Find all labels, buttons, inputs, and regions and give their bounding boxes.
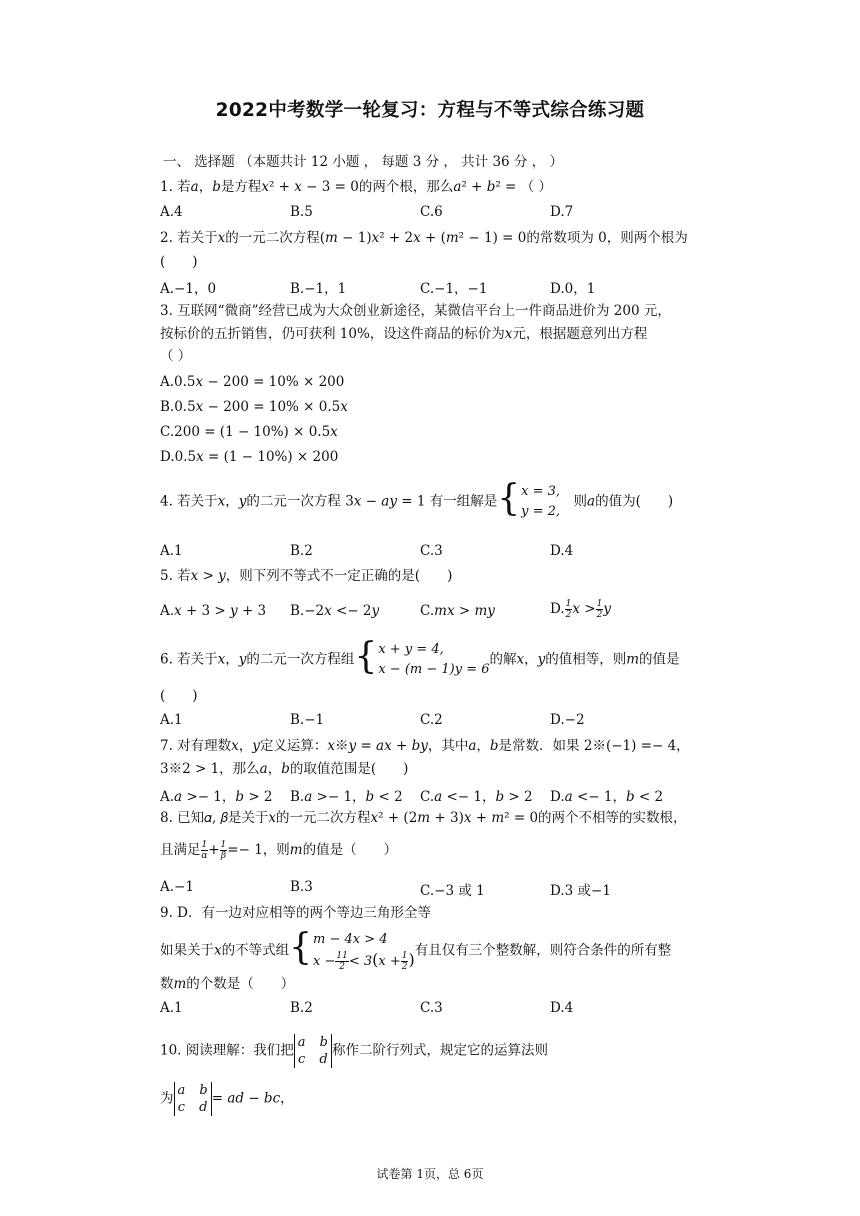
system-row-1: 𝑚 − 4𝑥 > 4 bbox=[313, 932, 388, 947]
option-d: D.𝑎 <− 1，𝑏 < 2 bbox=[550, 789, 664, 805]
question-1-options bbox=[160, 204, 720, 222]
numerator: 1 bbox=[401, 951, 408, 961]
option-d-mid: 𝑥 > bbox=[572, 601, 596, 617]
denominator: 2 bbox=[339, 962, 345, 972]
option-c: C.6 bbox=[420, 204, 443, 220]
brace-glyph: { bbox=[497, 478, 521, 519]
question-10-text: 10. 阅读理解：我们把 bbox=[160, 1042, 294, 1059]
fraction-11-2 bbox=[335, 951, 348, 972]
option-d: D.0，1 bbox=[550, 281, 596, 297]
question-4-tail: 则𝑎的值为( ) bbox=[560, 493, 674, 510]
option-b: B.2 bbox=[290, 1000, 313, 1016]
option-a: A.1 bbox=[160, 1000, 183, 1016]
denominator: 2 bbox=[565, 610, 572, 620]
numerator: 1 bbox=[596, 599, 603, 609]
numerator: 11 bbox=[336, 951, 348, 961]
question-8-text: 且满足 bbox=[160, 842, 201, 858]
option-b: B.𝑎 >− 1，𝑏 < 2 bbox=[290, 789, 403, 805]
option-d bbox=[550, 599, 611, 620]
cell-c: 𝑐 bbox=[298, 1052, 306, 1067]
paren-open-glyph: ( bbox=[372, 950, 379, 969]
option-c: C.3 bbox=[420, 543, 443, 559]
question-3-line-3: （ ） bbox=[160, 348, 192, 364]
denominator: 2 bbox=[401, 962, 408, 972]
question-3-option-a: A.0.5𝑥 − 200 = 10% × 200 bbox=[160, 374, 345, 390]
question-3-option-c: C.200 = (1 − 10%) × 0.5𝑥 bbox=[160, 424, 338, 440]
row-2-right: 𝑥 + bbox=[378, 954, 401, 969]
determinant bbox=[294, 1034, 332, 1068]
option-c: C.2 bbox=[420, 712, 443, 728]
page-footer: 试卷第 1页，总 6页 bbox=[376, 1167, 484, 1181]
option-a: A.𝑎 >− 1，𝑏 > 2 bbox=[160, 789, 273, 805]
cell-c: 𝑐 bbox=[177, 1100, 186, 1115]
system-row-2 bbox=[313, 950, 415, 972]
equation-system bbox=[521, 482, 560, 522]
numerator: 1 bbox=[220, 840, 227, 850]
question-4-options bbox=[160, 543, 720, 561]
option-c: C.−3 或 1 bbox=[420, 883, 485, 899]
equation-system bbox=[378, 640, 489, 680]
row-2-left: 𝑥 − bbox=[313, 954, 336, 969]
inequality-system bbox=[313, 930, 415, 972]
option-b: B.5 bbox=[290, 204, 313, 220]
question-9-line-0: 9. D．有一边对应相等的两个等边三角形全等 bbox=[160, 905, 431, 921]
question-8-line-1: 8. 已知𝛼, 𝛽是关于𝑥的一元二次方程𝑥² + (2𝑚 + 3)𝑥 + 𝑚² = 0的两个不相等的实数根， bbox=[160, 810, 687, 826]
question-4 bbox=[160, 478, 674, 522]
question-7-options bbox=[160, 785, 720, 803]
option-d: D.−2 bbox=[550, 712, 585, 728]
cell-a: 𝑎 bbox=[177, 1083, 186, 1098]
numerator: 1 bbox=[565, 599, 572, 609]
option-a: A.4 bbox=[160, 204, 183, 220]
question-9-tail: 有且仅有三个整数解，则符合条件的所有整 bbox=[414, 942, 672, 959]
question-10-line-1 bbox=[160, 1034, 548, 1068]
system-row-1: 𝑥 = 3, bbox=[521, 484, 561, 499]
question-9-line-2: 数𝑚的个数是（ ） bbox=[160, 976, 295, 992]
question-9-line-1 bbox=[160, 927, 672, 972]
question-6-options bbox=[160, 712, 720, 730]
system-row-2: 𝑥 − (𝑚 − 1)𝑦 = 6 bbox=[378, 662, 490, 677]
brace-glyph: { bbox=[354, 636, 378, 677]
page-title: 2022中考数学一轮复习：方程与不等式综合练习题 bbox=[215, 100, 645, 121]
cell-b: 𝑏 bbox=[199, 1083, 208, 1098]
option-c: C.−1，−1 bbox=[420, 281, 488, 297]
line-2-prefix: 为 bbox=[160, 1090, 174, 1107]
option-a: A.1 bbox=[160, 712, 183, 728]
numerator: 1 bbox=[201, 840, 208, 850]
question-9-options bbox=[160, 1000, 720, 1018]
system-row-2: 𝑦 = 2, bbox=[521, 504, 561, 519]
question-2-line-1: 2. 若关于𝑥的一元二次方程(𝑚 − 1)𝑥² + 2𝑥 + (𝑚² − 1) = 0的常数项为 0，则两个根为 bbox=[160, 230, 688, 246]
question-10-line-2 bbox=[160, 1082, 294, 1116]
option-d: D.4 bbox=[550, 543, 574, 559]
question-6 bbox=[160, 636, 680, 680]
question-6-tail: 的解𝑥，𝑦的值相等，则𝑚的值是 bbox=[489, 651, 680, 668]
option-b: B.−2𝑥 <− 2𝑦 bbox=[290, 603, 380, 619]
question-8-tail: =− 1，则𝑚的值是（ ） bbox=[227, 842, 398, 858]
plus-sign: + bbox=[208, 842, 220, 858]
question-5-options bbox=[160, 599, 720, 621]
brace-glyph: { bbox=[289, 927, 313, 968]
line-2-formula: = 𝑎𝑑 − 𝑏𝑐， bbox=[211, 1090, 294, 1107]
option-a: A.−1 bbox=[160, 879, 194, 895]
question-8-options bbox=[160, 879, 720, 897]
question-5: 5. 若𝑥 > 𝑦，则下列不等式不一定正确的是( ) bbox=[160, 568, 453, 584]
paren-close-glyph: ) bbox=[408, 950, 415, 969]
option-c: C.𝑎 <− 1，𝑏 > 2 bbox=[420, 789, 533, 805]
question-3-option-d: D.0.5𝑥 = (1 − 10%) × 200 bbox=[160, 449, 339, 465]
option-b: B.−1，1 bbox=[290, 281, 347, 297]
denominator: 2 bbox=[596, 610, 603, 620]
option-b: B.2 bbox=[290, 543, 313, 559]
question-4-text: 4. 若关于𝑥，𝑦的二元一次方程 3𝑥 − 𝑎𝑦 = 1 有一组解是 bbox=[160, 493, 498, 510]
cell-b: 𝑏 bbox=[319, 1035, 328, 1050]
question-3-option-b: B.0.5𝑥 − 200 = 10% × 0.5𝑥 bbox=[160, 399, 348, 415]
question-3-line-2: 按标价的五折销售，仍可获利 10%，设这件商品的标价为𝑥元，根据题意列出方程 bbox=[160, 326, 648, 342]
option-a: A.𝑥 + 3 > 𝑦 + 3 bbox=[160, 603, 267, 619]
option-c: C.3 bbox=[420, 1000, 443, 1016]
option-d: D.3 或−1 bbox=[550, 883, 611, 899]
option-a: A.1 bbox=[160, 543, 183, 559]
cell-a: 𝑎 bbox=[297, 1035, 306, 1050]
question-1: 1. 若𝑎，𝑏是方程𝑥² + 𝑥 − 3 = 0的两个根，那么𝑎² + 𝑏² = （ ） bbox=[160, 179, 552, 195]
option-c: C.𝑚𝑥 > 𝑚𝑦 bbox=[420, 603, 495, 619]
question-6-line-2: ( ) bbox=[160, 688, 198, 704]
section-heading: 一、 选择题 （本题共计 12 小题 ， 每题 3 分 ， 共计 36 分 ， ） bbox=[163, 154, 564, 170]
option-d: D.4 bbox=[550, 1000, 574, 1016]
question-7-line-2: 3※2 > 1，那么𝑎，𝑏的取值范围是( ) bbox=[160, 761, 409, 777]
question-8-line-2 bbox=[160, 840, 397, 861]
row-2-middle: < 3 bbox=[348, 954, 373, 969]
question-7-line-1: 7. 对有理数𝑥，𝑦定义运算：𝑥※𝑦 = 𝑎𝑥 + 𝑏𝑦，其中𝑎，𝑏是常数．如果 2※(−1) =− 4， bbox=[160, 738, 690, 754]
question-9-text: 如果关于𝑥的不等式组 bbox=[160, 942, 290, 959]
question-10-tail: 称作二阶行列式，规定它的运算法则 bbox=[332, 1042, 548, 1059]
option-d-label: D. bbox=[550, 601, 565, 617]
determinant bbox=[174, 1082, 212, 1116]
option-a: A.−1，0 bbox=[160, 281, 217, 297]
system-row-1: 𝑥 + 𝑦 = 4, bbox=[378, 642, 444, 657]
option-d-tail: 𝑦 bbox=[603, 601, 611, 617]
denominator: 𝛼 bbox=[201, 851, 208, 861]
cell-d: 𝑑 bbox=[319, 1052, 328, 1067]
option-d: D.7 bbox=[550, 204, 574, 220]
question-2-line-2: ( ) bbox=[160, 254, 198, 270]
question-2-options bbox=[160, 277, 720, 295]
question-6-text: 6. 若关于𝑥，𝑦的二元一次方程组 bbox=[160, 651, 355, 668]
option-b: B.−1 bbox=[290, 712, 325, 728]
option-b: B.3 bbox=[290, 879, 313, 895]
cell-d: 𝑑 bbox=[199, 1100, 208, 1115]
denominator: 𝛽 bbox=[220, 851, 227, 861]
question-3-line-1: 3. 互联网“微商”经营已成为大众创业新途径，某微信平台上一件商品进价为 200 元， bbox=[160, 303, 671, 319]
